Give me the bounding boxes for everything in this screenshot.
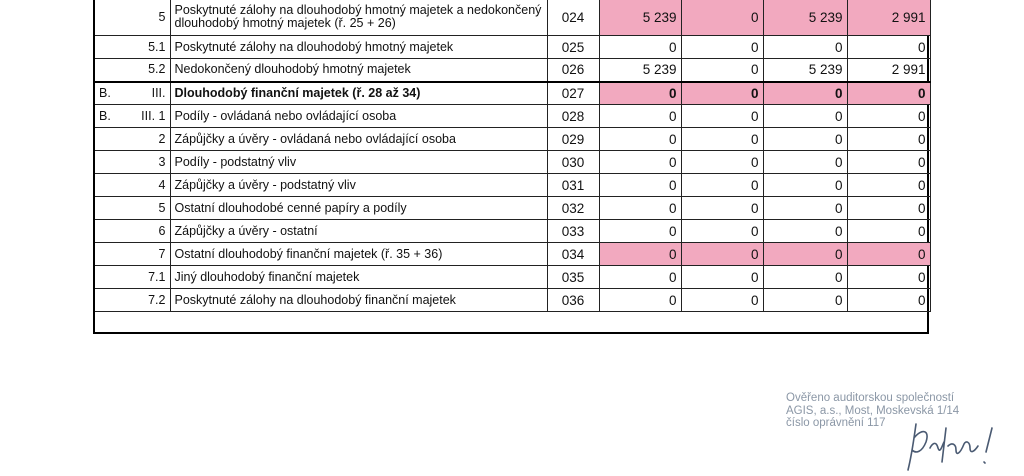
row-code: 032 [547, 197, 599, 220]
row-number: 3 [130, 151, 170, 174]
row-section [94, 243, 130, 266]
value-netto: 0 [763, 220, 847, 243]
row-label: Zápůjčky a úvěry - podstatný vliv [170, 174, 547, 197]
value-brutto: 0 [599, 105, 681, 128]
value-korekce: 0 [681, 105, 763, 128]
value-korekce: 0 [681, 59, 763, 82]
value-korekce: 0 [681, 82, 763, 105]
row-code: 027 [547, 82, 599, 105]
value-netto-previous: 0 [847, 82, 930, 105]
row-number: 7.1 [130, 266, 170, 289]
row-number: 7 [130, 243, 170, 266]
row-number: 2 [130, 128, 170, 151]
row-code: 030 [547, 151, 599, 174]
value-brutto: 0 [599, 174, 681, 197]
row-number: 5.2 [130, 59, 170, 82]
row-code: 026 [547, 59, 599, 82]
value-netto-previous: 0 [847, 36, 930, 59]
row-label: Dlouhodobý finanční majetek (ř. 28 až 34) [170, 82, 547, 105]
value-netto-previous: 0 [847, 289, 930, 312]
row-number: 7.2 [130, 289, 170, 312]
row-section [94, 174, 130, 197]
value-korekce: 0 [681, 220, 763, 243]
value-korekce: 0 [681, 289, 763, 312]
value-korekce: 0 [681, 174, 763, 197]
table-row [94, 128, 930, 151]
table-row [94, 59, 930, 82]
table-row [94, 243, 930, 266]
row-code: 024 [547, 0, 599, 36]
row-section [94, 151, 130, 174]
table-row [94, 266, 930, 289]
value-korekce: 0 [681, 197, 763, 220]
row-code: 036 [547, 289, 599, 312]
stamp-line-3: číslo oprávnění 117 [786, 417, 886, 429]
value-netto-previous: 0 [847, 220, 930, 243]
value-netto: 5 239 [763, 0, 847, 36]
value-netto: 0 [763, 197, 847, 220]
value-brutto: 5 239 [599, 0, 681, 36]
value-brutto: 0 [599, 289, 681, 312]
value-netto: 0 [763, 266, 847, 289]
row-label: Zápůjčky a úvěry - ostatní [170, 220, 547, 243]
table-row [94, 197, 930, 220]
row-code: 034 [547, 243, 599, 266]
value-netto: 0 [763, 151, 847, 174]
row-label: Poskytnuté zálohy na dlouhodobý hmotný majetek [170, 36, 547, 59]
row-code: 031 [547, 174, 599, 197]
value-netto-previous: 0 [847, 151, 930, 174]
value-netto: 0 [763, 36, 847, 59]
value-netto: 0 [763, 105, 847, 128]
value-brutto: 0 [599, 220, 681, 243]
table-row [94, 36, 930, 59]
row-label: Podíly - ovládaná nebo ovládající osoba [170, 105, 547, 128]
value-netto: 0 [763, 289, 847, 312]
value-netto: 5 239 [763, 59, 847, 82]
row-label: Ostatní dlouhodobý finanční majetek (ř. 35 + 36) [170, 243, 547, 266]
value-brutto: 0 [599, 197, 681, 220]
table-row [94, 82, 930, 105]
row-number: 6 [130, 220, 170, 243]
row-label: Jiný dlouhodobý finanční majetek [170, 266, 547, 289]
value-netto: 0 [763, 243, 847, 266]
value-korekce: 0 [681, 151, 763, 174]
row-label: Zápůjčky a úvěry - ovládaná nebo ovládající osoba [170, 128, 547, 151]
row-code: 033 [547, 220, 599, 243]
value-netto: 0 [763, 174, 847, 197]
row-number: III. 1 [130, 105, 170, 128]
row-number: 5 [130, 197, 170, 220]
row-section [94, 220, 130, 243]
value-korekce: 0 [681, 243, 763, 266]
table-row [94, 220, 930, 243]
row-label: Ostatní dlouhodobé cenné papíry a podíly [170, 197, 547, 220]
value-brutto: 0 [599, 36, 681, 59]
table-row [94, 174, 930, 197]
value-netto: 0 [763, 82, 847, 105]
row-section [94, 59, 130, 82]
value-korekce: 0 [681, 36, 763, 59]
value-netto: 0 [763, 128, 847, 151]
value-netto-previous: 2 991 [847, 59, 930, 82]
stamp-line-1: Ověřeno auditorskou společností [786, 392, 955, 404]
value-korekce: 0 [681, 128, 763, 151]
row-code: 025 [547, 36, 599, 59]
value-netto-previous: 0 [847, 128, 930, 151]
value-netto-previous: 0 [847, 266, 930, 289]
table-row [94, 0, 930, 36]
row-code: 029 [547, 128, 599, 151]
row-section [94, 289, 130, 312]
row-label: Nedokončený dlouhodobý hmotný majetek [170, 59, 547, 82]
value-netto-previous: 0 [847, 105, 930, 128]
row-section [94, 0, 130, 36]
row-code: 035 [547, 266, 599, 289]
row-number: 4 [130, 174, 170, 197]
row-section [94, 266, 130, 289]
value-brutto: 5 239 [599, 59, 681, 82]
table-row [94, 151, 930, 174]
value-korekce: 0 [681, 266, 763, 289]
row-label: Poskytnuté zálohy na dlouhodobý finanční majetek [170, 289, 547, 312]
row-section [94, 197, 130, 220]
row-number: III. [130, 82, 170, 105]
row-label: Poskytnuté zálohy na dlouhodobý hmotný majetek a nedokončený dlouhodobý hmotný majetek (ř. 25 + 26) [170, 0, 547, 36]
value-netto-previous: 0 [847, 174, 930, 197]
row-label: Podíly - podstatný vliv [170, 151, 547, 174]
value-brutto: 0 [599, 151, 681, 174]
value-brutto: 0 [599, 243, 681, 266]
value-netto-previous: 0 [847, 243, 930, 266]
auditor-signature [900, 418, 1010, 474]
row-number: 5.1 [130, 36, 170, 59]
row-section [94, 36, 130, 59]
value-korekce: 0 [681, 0, 763, 36]
value-brutto: 0 [599, 266, 681, 289]
table-row [94, 289, 930, 312]
row-section [94, 128, 130, 151]
table-row [94, 105, 930, 128]
table-body [94, 0, 930, 312]
row-section: B. [94, 82, 130, 105]
value-brutto: 0 [599, 82, 681, 105]
row-number: 5 [130, 0, 170, 36]
value-brutto: 0 [599, 128, 681, 151]
row-code: 028 [547, 105, 599, 128]
balance-sheet-table [93, 0, 931, 312]
stamp-line-2: AGIS, a.s., Most, Moskevská 1/14 [786, 404, 960, 417]
row-section: B. [94, 105, 130, 128]
value-netto-previous: 2 991 [847, 0, 930, 36]
value-netto-previous: 0 [847, 197, 930, 220]
